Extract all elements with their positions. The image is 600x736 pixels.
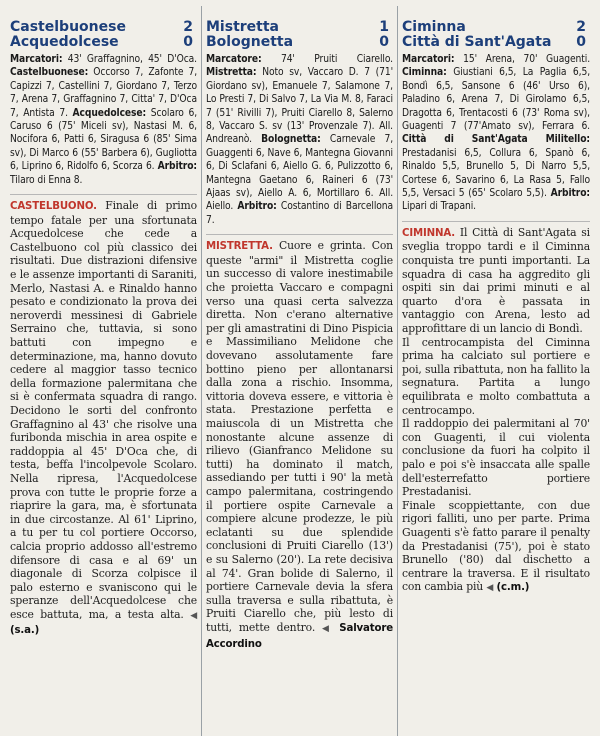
article-text: Il Città di Sant'Agata si sveglia troppo tardi e il Ciminna conquista tre punti importanti. La squadra di casa ha aggredito gli ospiti sin dai primi minuti e al quarto d'ora è passata in vantaggio con Arena, lesto ad approfittare di un lancio di Bondì. [402, 225, 590, 336]
arbitro-text: Tilaro di Enna 8. [10, 174, 83, 186]
home-team-name: Castelbuonese [10, 19, 126, 35]
arrow-left-icon: ◀ [322, 623, 333, 634]
home-team-name: Ciminna [402, 19, 466, 35]
match-header [206, 6, 393, 50]
article-signature: (s.a.) [10, 625, 40, 637]
home-team-score: 2 [576, 19, 586, 35]
article-text: Finale di primo tempo fatale per una sfortunata Acquedolcese che cede a Castelbuono col più classico dei risultati. Due distrazioni difensive e le assenze importanti di Saraniti, Merlo, Nastasi A. e Rinaldo hanno pesato e condizionato la prova dei neroverdi messinesi di Gabriele Serraino che, tuttavia, si sono battuti con impegno e determinazione, ma, hanno dovuto cedere al maggior tasso tecnico della formazione palermitana che si è confermata squadra di rango. Decidono le sorti del confronto Graffagnino al 43' che risolve una furibonda mischia in area ospite e raddoppia al 45' D'Oca che, di testa, beffa l'incolpevole Scolaro. Nella ripresa, l'Acquedolcese prova con tutte le proprie forze a riaprire la gara, ma, è sfortunata in due circostanze. Al 61' Liprino, a tu per tu col portiere Occorso, calcia proprio addosso all'estremo difensore di casa e al 69' un diagonale di Scorza colpisce il palo esterno e svaniscono qui le speranze dell'Acquedolcese che esce battuta, ma, a testa alta. [10, 199, 197, 621]
section-divider [402, 221, 590, 222]
home-lineup-label: Mistretta: [206, 67, 257, 79]
marcatori-text: 15' Arena, 70' Guagenti. [463, 54, 590, 65]
article-paragraph [402, 226, 590, 336]
match-column-castelbuonese [6, 6, 202, 736]
arrow-left-icon: ◀ [486, 583, 494, 594]
article-paragraph [402, 336, 590, 418]
away-team-row [10, 35, 197, 50]
article-text: Il centrocampista del Ciminna prima ha calciato sul portiere e poi, sulla ribattuta, non ha fallito la segnatura. Partita a lungo equilibrata e molto combattuta a centrocampo. [402, 335, 590, 417]
match-stats [206, 53, 393, 227]
home-team-row [402, 20, 590, 35]
marcatori-label: Marcatore: [206, 54, 262, 65]
away-lineup-label: Bolognetta: [261, 134, 321, 146]
article-paragraph [402, 417, 590, 499]
home-team-score: 1 [379, 19, 389, 35]
away-team-row [402, 35, 590, 50]
home-team-name: Mistretta [206, 19, 279, 35]
arbitro-label: Arbitro: [550, 188, 590, 200]
match-header [10, 6, 197, 50]
section-divider [206, 234, 393, 235]
marcatori-label: Marcatori: [402, 54, 455, 65]
match-stats [402, 53, 590, 214]
article-paragraph [402, 499, 590, 596]
away-team-name: Città di Sant'Agata [402, 34, 552, 50]
match-article [10, 199, 197, 638]
home-team-score: 2 [183, 19, 193, 35]
article-lead: CIMINNA. [402, 227, 455, 239]
home-lineup-label: Castelbuonese: [10, 67, 89, 79]
article-signature: Salvatore Accordino [206, 622, 393, 650]
marcatori-text: 74' Pruiti Ciarello. [280, 54, 393, 65]
article-paragraph [10, 199, 197, 638]
match-column-mistretta [202, 6, 398, 736]
marcatori-text: 43' Graffagnino, 45' D'Oca. [67, 54, 197, 65]
away-team-name: Acquedolcese [10, 34, 119, 50]
article-signature: (c.m.) [496, 582, 530, 594]
article-lead: MISTRETTA. [206, 241, 273, 253]
home-lineup-label: Ciminna: [402, 67, 447, 79]
away-lineup-label: Acquedolcese: [72, 107, 147, 119]
article-lead: CASTELBUONO. [10, 201, 97, 213]
away-team-score: 0 [379, 34, 389, 50]
arrow-left-icon: ◀ [190, 610, 197, 621]
match-stats [10, 53, 197, 187]
arbitro-label: Arbitro: [157, 161, 197, 173]
match-article [402, 226, 590, 596]
match-article [206, 239, 393, 651]
arbitro-label: Arbitro: [237, 201, 277, 213]
article-paragraph [206, 239, 393, 651]
away-lineup-text: Scolaro 6, Caruso 6 (75' Miceli sv), Nastasi M. 6, Nocifora 6, Patti 6, Siragusa 6 (85' Sima sv), Di Marco 6 (55' Barbera 6), Gugliotta 6, Liprino 6, Ridolfo 6, Scorza 6. [10, 107, 198, 173]
away-team-name: Bolognetta [206, 34, 294, 50]
arbitro-text: Lipari di Trapani. [402, 201, 476, 213]
home-lineup-text: Occorso 7, Zafonte 7, Capizzi 7, Castellini 7, Giordano 7, Terzo 7, Arena 7, Graffagnino 7, Citta' 7, D'Oca 7, Antista 7. [10, 67, 198, 119]
home-team-row [206, 20, 393, 35]
section-divider [10, 194, 197, 195]
home-team-row [10, 20, 197, 35]
arbitro-text: Costantino di Barcellona 7. [206, 201, 394, 226]
away-team-row [206, 35, 393, 50]
away-lineup-text: Carnevale 7, Guaggenti 6, Nave 6, Mantegna Giovanni 6, Di Sclafani 6, Aiello G. 6, Pulizzotto 6, Mantegna Gaetano 6, Raineri 6 (73' Ajaas sv), Aiello A. 6, Mortillaro 6. All. Aiello. [206, 134, 394, 213]
marcatori-label: Marcatori: [10, 54, 63, 65]
away-team-score: 0 [183, 34, 193, 50]
match-column-ciminna [398, 6, 594, 736]
article-text: Cuore e grinta. Con queste "armi" il Mistretta coglie un successo di valore inestimabile che proietta Vaccaro e compagni verso una quasi certa salvezza diretta. Non c'erano alternative per gli amastratini di Dino Pispicia e Massimiliano Melidone che dovevano assolutamente fare bottino pieno per allontanarsi dalla zona a rischio. Insomma, vittoria doveva essere, e vittoria è stata. Prestazione perfetta e maiuscola di un Mistretta che nonostante alcune assenze di rilievo (Gianfranco Melidone su tutti) ha dominato il match, assediando per tutti i 90' la metà campo palermitana, costringendo il portiere ospite Carnevale a compiere alcune prodezze, le più eclatanti su due splendide conclusioni di Pruiti Ciarello (13') e su Salerno (20'). La rete decisiva al 74'. Gran bolide di Salerno, il portiere Carnevale devia la sfera sulla traversa e sulla ribattuta, è Pruiti Ciarello che, più lesto di tutti, mette dentro. [206, 239, 393, 634]
away-lineup-text: Prestadanisi 6,5, Collura 6, Spanò 6, Rinaldo 5,5, Brunello 5, Di Narro 5,5, Cortese 6, Savarino 6, La Rasa 5, Fallo 5,5, Versaci 5 (65' Scolaro 5,5). [402, 147, 590, 200]
match-header [402, 6, 590, 50]
away-lineup-label: Città di Sant'Agata Militello: [402, 134, 590, 146]
article-text: Finale scoppiettante, con due rigori falliti, uno per parte. Prima Guagenti s'è fatto parare il penalty da Prestadanisi (75'), poi è stato Brunello ('80) dal dischetto a centrare la traversa. E il risultato con cambia più [402, 498, 590, 594]
article-text: Il raddoppio dei palermitani al 70' con Guagenti, il cui violenta conclusione da fuori ha colpito il palo e poi s'è insaccata alle spalle dell'esterrefatto portiere Prestadanisi. [402, 417, 590, 499]
away-team-score: 0 [576, 34, 586, 50]
home-lineup-text: Giustiani 6,5, La Paglia 6,5, Bondì 6,5, Sansone 6 (46' Urso 6), Paladino 6, Arena 7, Di Girolamo 6,5, Dragotta 6, Trentacosti 6 (73' Roma sv), Guagenti 7 (77'Amato sv), Ferrara 6. [402, 67, 591, 133]
home-lineup-text: Noto sv, Vaccaro D. 7 (71' Giordano sv), Emanuele 7, Salamone 7, Lo Presti 7, Di Salvo 7, La Via M. 8, Faraci 7 (51' Rivilli 7), Pruiti Ciarello 8, Salerno 8, Vaccaro S. sv (13' Provenzale 7). All. Andreanò. [206, 67, 394, 146]
